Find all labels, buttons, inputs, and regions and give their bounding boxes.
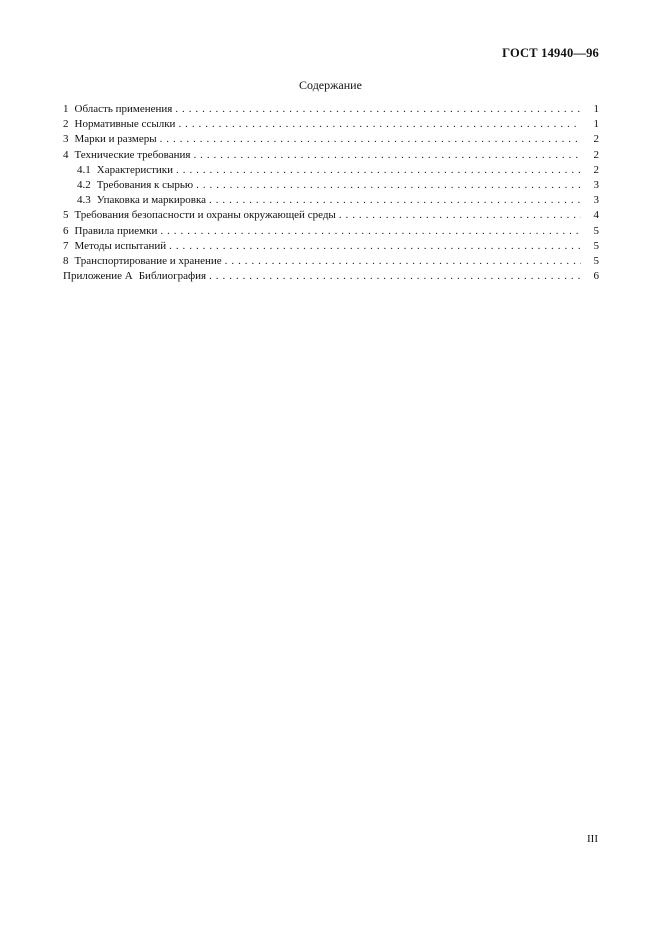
- toc-entry-label: Область применения: [74, 103, 173, 115]
- toc-leader-dots: [160, 132, 581, 147]
- toc-entry[interactable]: [63, 132, 599, 147]
- toc-entry-label: Упаковка и маркировка: [96, 194, 207, 207]
- toc-entry[interactable]: [63, 148, 599, 163]
- toc-subentry[interactable]: [63, 193, 599, 208]
- toc-entry-label: Марки и размеры: [74, 133, 157, 146]
- table-of-contents: [63, 102, 599, 284]
- toc-entry-label: Требования к сырью: [96, 179, 194, 192]
- document-code: ГОСТ 14940—96: [502, 46, 599, 60]
- toc-entry-number: 1: [63, 103, 69, 115]
- toc-entry-page: 2: [593, 163, 599, 176]
- toc-entry-page: 3: [593, 194, 599, 207]
- toc-entry[interactable]: [63, 254, 599, 269]
- toc-leader-dots: [160, 224, 581, 239]
- toc-entry[interactable]: [63, 117, 599, 132]
- toc-leader-dots: [193, 148, 581, 163]
- toc-entry-label: Характеристики: [96, 163, 174, 176]
- toc-entry-page: 1: [593, 118, 599, 131]
- toc-leader-dots: [175, 102, 581, 117]
- toc-entry-number: 4: [63, 148, 69, 161]
- toc-leader-dots: [209, 193, 581, 208]
- toc-entry[interactable]: [63, 102, 599, 117]
- toc-leader-dots: [196, 178, 581, 193]
- toc-entry-label: Технические требования: [74, 148, 191, 161]
- toc-entry-label: Методы испытаний: [74, 239, 167, 252]
- page-number: III: [587, 833, 598, 845]
- toc-entry-page: 1: [593, 103, 599, 115]
- toc-entry-label: Требования безопасности и охраны окружающей среды: [74, 209, 336, 222]
- toc-entry-page: 3: [593, 179, 599, 192]
- toc-leader-dots: [209, 269, 581, 284]
- toc-subentry[interactable]: [63, 163, 599, 178]
- toc-leader-dots: [176, 163, 581, 178]
- toc-entry[interactable]: [63, 208, 599, 223]
- toc-entry-number: 7: [63, 239, 69, 252]
- toc-entry-page: 5: [593, 224, 599, 237]
- toc-entry-number: 4.2: [77, 179, 91, 192]
- toc-entry[interactable]: [63, 239, 599, 254]
- toc-subentry[interactable]: [63, 178, 599, 193]
- toc-leader-dots: [169, 239, 581, 254]
- toc-entry-number: 2: [63, 118, 69, 131]
- toc-entry-label: Нормативные ссылки: [74, 118, 176, 131]
- toc-entry-page: 5: [593, 239, 599, 252]
- toc-leader-dots: [339, 208, 581, 223]
- toc-entry-label: Транспортирование и хранение: [74, 255, 222, 268]
- toc-entry-number: 3: [63, 133, 69, 146]
- toc-entry-label: Библиография: [138, 270, 207, 283]
- toc-entry-number: 8: [63, 255, 69, 268]
- toc-entry-number: 6: [63, 224, 69, 237]
- toc-entry-page: 2: [593, 148, 599, 161]
- toc-entry-page: 6: [593, 270, 599, 283]
- toc-entry-page: 4: [593, 209, 599, 222]
- toc-leader-dots: [178, 117, 581, 132]
- toc-leader-dots: [225, 254, 581, 269]
- toc-entry[interactable]: [63, 224, 599, 239]
- toc-entry-number: Приложение А: [63, 270, 133, 283]
- toc-entry-number: 5: [63, 209, 69, 222]
- toc-entry-number: 4.3: [77, 194, 91, 207]
- toc-entry-page: 5: [593, 255, 599, 268]
- toc-entry-label: Правила приемки: [74, 224, 158, 237]
- toc-title: Содержание: [299, 78, 362, 92]
- toc-entry-appendix[interactable]: [63, 269, 599, 284]
- toc-entry-number: 4.1: [77, 163, 91, 176]
- toc-entry-page: 2: [593, 133, 599, 146]
